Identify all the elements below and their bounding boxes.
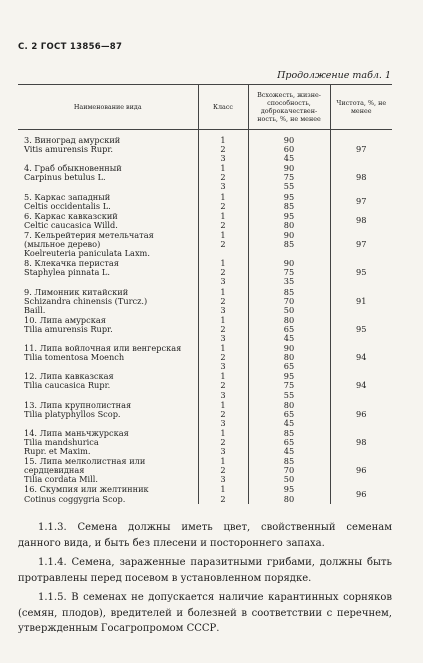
class-value: 2 [220, 219, 226, 230]
species-name-line: 8. Клекачка перистая [24, 258, 119, 269]
species-name [18, 343, 198, 371]
germination-value: 80 [283, 314, 295, 325]
germination-value: 75 [283, 267, 295, 278]
class-value: 2 [220, 323, 226, 334]
species-name-line: Rupr. et Maxim. [24, 446, 91, 457]
germination-value-cell [248, 315, 330, 343]
germination-value: 80 [283, 493, 295, 504]
species-name [18, 258, 198, 286]
table-row [18, 211, 392, 230]
table-row [18, 315, 392, 343]
class-value: 1 [220, 229, 226, 240]
species-name [18, 135, 198, 163]
table-row [18, 484, 392, 503]
species-name-line: Schizandra chinensis (Turcz.) [24, 295, 148, 306]
class-value: 1 [220, 456, 226, 467]
class-value: 2 [220, 408, 226, 419]
class-value-cell [198, 230, 248, 258]
header-germination: Всхожесть, жизне-способность, доброкачествен-ность, %, не менее [248, 85, 330, 130]
class-value: 1 [220, 191, 226, 202]
species-name-line: 10. Липа амурская [24, 314, 106, 325]
species-name-line: Tilia cordata Mill. [24, 474, 98, 485]
species-name-line: 13. Липа крупнолистная [24, 399, 132, 410]
species-name-line: Cotinus coggygria Scop. [24, 493, 126, 504]
purity-value: 94 [330, 371, 392, 399]
germination-value: 50 [283, 304, 295, 315]
purity-value: 97 [330, 135, 392, 163]
class-value: 2 [220, 267, 226, 278]
species-name [18, 428, 198, 456]
table-row [18, 456, 392, 484]
species-name-line: 5. Каркас западный [24, 191, 111, 202]
species-name-line: (мыльное дерево) [24, 239, 101, 250]
germination-value-cell [248, 484, 330, 503]
species-name-line: 12. Липа кавказская [24, 371, 114, 382]
germination-value: 55 [283, 389, 295, 400]
purity-value: 96 [330, 484, 392, 503]
class-value: 3 [220, 153, 226, 164]
species-name [18, 400, 198, 428]
class-value-cell [198, 400, 248, 428]
species-name [18, 371, 198, 399]
germination-value-cell [248, 343, 330, 371]
germination-value: 90 [283, 258, 295, 269]
species-name-line: Tilia tomentosa Moench [24, 352, 125, 363]
purity-value: 98 [330, 428, 392, 456]
class-value: 1 [220, 163, 226, 174]
germination-value: 80 [283, 399, 295, 410]
class-value: 3 [220, 446, 226, 457]
class-value: 3 [220, 389, 226, 400]
paragraph: 1.1.5. В семенах не допускается наличие карантинных сорняков (семян, плодов), вредителей и болезней в соответствии с перечнем, утвержденным Госагропромом СССР. [18, 592, 392, 634]
germination-value-cell [248, 371, 330, 399]
class-value-cell [198, 211, 248, 230]
table-row [18, 135, 392, 163]
germination-value: 65 [283, 323, 295, 334]
species-name [18, 163, 198, 191]
header-purity: Чистота, %, не менее [330, 85, 392, 130]
species-name-line: 16. Скумпия или желтинник [24, 484, 149, 495]
class-value-cell [198, 371, 248, 399]
germination-value-cell [248, 230, 330, 258]
purity-value: 96 [330, 456, 392, 484]
class-value: 1 [220, 314, 226, 325]
species-name-line: 14. Липа маньчжурская [24, 427, 129, 438]
germination-value-cell [248, 428, 330, 456]
species-name-line: Baill. [24, 304, 46, 315]
germination-value: 85 [283, 286, 295, 297]
class-value-cell [198, 135, 248, 163]
germination-value: 50 [283, 474, 295, 485]
germination-value: 85 [283, 239, 295, 250]
table-row [18, 230, 392, 258]
germination-value-cell [248, 258, 330, 286]
species-name-line: 6. Каркас кавказский [24, 210, 118, 221]
table-row [18, 287, 392, 315]
class-value-cell [198, 456, 248, 484]
header-class: Класс [198, 85, 248, 130]
species-name-line: 9. Лимонник китайский [24, 286, 129, 297]
species-name [18, 484, 198, 503]
class-value: 1 [220, 286, 226, 297]
germination-value: 70 [283, 465, 295, 476]
class-value-cell [198, 315, 248, 343]
species-name [18, 211, 198, 230]
class-value: 1 [220, 399, 226, 410]
species-name [18, 192, 198, 211]
text-paragraphs [18, 520, 392, 641]
table-row [18, 258, 392, 286]
germination-value-cell [248, 400, 330, 428]
page-header: С. 2 ГОСТ 13856—87 [18, 42, 123, 52]
table-row [18, 192, 392, 211]
class-value: 3 [220, 417, 226, 428]
class-value: 2 [220, 172, 226, 183]
species-name-line: Carpinus betulus L. [24, 172, 106, 183]
class-value: 2 [220, 200, 226, 211]
class-value: 3 [220, 474, 226, 485]
species-name-line: Celtic caucasica Willd. [24, 219, 118, 230]
class-value: 1 [220, 371, 226, 382]
species-name-line: Tilia amurensis Rupr. [24, 323, 113, 334]
purity-value: 91 [330, 287, 392, 315]
germination-value: 95 [283, 191, 295, 202]
germination-value: 90 [283, 163, 295, 174]
seed-quality-table [18, 84, 392, 504]
germination-value: 85 [283, 427, 295, 438]
species-name [18, 287, 198, 315]
class-value: 2 [220, 352, 226, 363]
species-name-line: Koelreuteria paniculata Laxm. [24, 248, 150, 259]
germination-value: 45 [283, 153, 295, 164]
class-value: 1 [220, 484, 226, 495]
germination-value: 95 [283, 484, 295, 495]
species-name-line: сердцевидная [24, 465, 85, 476]
germination-value: 90 [283, 135, 295, 145]
species-name [18, 230, 198, 258]
germination-value: 60 [283, 144, 295, 155]
germination-value: 45 [283, 417, 295, 428]
species-name-line: Tilia platyphyllos Scop. [24, 408, 121, 419]
class-value: 3 [220, 304, 226, 315]
class-value-cell [198, 163, 248, 191]
class-value: 3 [220, 276, 226, 287]
purity-value: 96 [330, 400, 392, 428]
class-value-cell [198, 287, 248, 315]
class-value-cell [198, 258, 248, 286]
species-name-line: 4. Граб обыкновенный [24, 163, 122, 174]
germination-value-cell [248, 456, 330, 484]
class-value-cell [198, 428, 248, 456]
germination-value: 75 [283, 380, 295, 391]
table-row [18, 163, 392, 191]
germination-value-cell [248, 192, 330, 211]
paragraph: 1.1.3. Семена должны иметь цвет, свойственный семенам данного вида, и быть без плесени и постороннего запаха. [18, 522, 392, 549]
class-value-cell [198, 343, 248, 371]
table-row [18, 371, 392, 399]
table-continuation-label: Продолжение табл. 1 [277, 70, 391, 81]
germination-value: 65 [283, 408, 295, 419]
class-value-cell [198, 484, 248, 503]
purity-value: 94 [330, 343, 392, 371]
germination-value: 45 [283, 332, 295, 343]
class-value: 2 [220, 380, 226, 391]
class-value: 1 [220, 343, 226, 354]
germination-value: 85 [283, 200, 295, 211]
species-name-line: 11. Липа войлочная или венгерская [24, 343, 182, 354]
paragraph: 1.1.4. Семена, зараженные паразитными грибами, должны быть протравлены перед посевом в установленном порядке. [18, 557, 392, 584]
class-value: 2 [220, 437, 226, 447]
class-value: 2 [220, 144, 226, 155]
purity-value: 98 [330, 211, 392, 230]
purity-value: 97 [330, 230, 392, 258]
germination-value-cell [248, 163, 330, 191]
class-value: 1 [220, 210, 226, 221]
header-species: Наименование вида [18, 85, 198, 130]
class-value: 3 [220, 361, 226, 372]
purity-value: 97 [330, 192, 392, 211]
germination-value: 80 [283, 219, 295, 230]
species-name-line: Staphylea pinnata L. [24, 267, 110, 278]
germination-value: 70 [283, 295, 295, 306]
class-value: 3 [220, 181, 226, 192]
class-value: 2 [220, 239, 226, 250]
class-value: 3 [220, 332, 226, 343]
germination-value: 65 [283, 437, 295, 447]
class-value: 1 [220, 258, 226, 269]
class-value: 2 [220, 295, 226, 306]
germination-value-cell [248, 211, 330, 230]
species-name-line: Vitis amurensis Rupr. [24, 144, 113, 155]
germination-value: 85 [283, 456, 295, 467]
table-body [18, 130, 392, 504]
germination-value: 45 [283, 446, 295, 457]
purity-value: 95 [330, 315, 392, 343]
germination-value: 95 [283, 210, 295, 221]
species-name-line: Tilia mandshurica [24, 437, 99, 447]
germination-value: 75 [283, 172, 295, 183]
species-name-line: Tilia caucasica Rupr. [24, 380, 111, 391]
germination-value-cell [248, 135, 330, 163]
germination-value: 65 [283, 361, 295, 372]
germination-value: 90 [283, 343, 295, 354]
germination-value: 95 [283, 371, 295, 382]
species-name [18, 315, 198, 343]
class-value: 1 [220, 135, 226, 145]
class-value: 2 [220, 493, 226, 504]
germination-value: 80 [283, 352, 295, 363]
table-row [18, 428, 392, 456]
species-name [18, 456, 198, 484]
germination-value: 35 [283, 276, 295, 287]
species-name-line: Celtis occidentalis L. [24, 200, 111, 211]
species-name-line: 7. Кельрейтерия метельчатая [24, 229, 154, 240]
germination-value: 90 [283, 229, 295, 240]
species-name-line: 3. Виноград амурский [24, 135, 121, 145]
class-value: 2 [220, 465, 226, 476]
purity-value: 98 [330, 163, 392, 191]
species-name-line: 15. Липа мелколистная или [24, 456, 146, 467]
table-row [18, 400, 392, 428]
class-value: 1 [220, 427, 226, 438]
table-header-row [18, 85, 392, 130]
germination-value-cell [248, 287, 330, 315]
purity-value: 95 [330, 258, 392, 286]
class-value-cell [198, 192, 248, 211]
germination-value: 55 [283, 181, 295, 192]
table-row [18, 343, 392, 371]
